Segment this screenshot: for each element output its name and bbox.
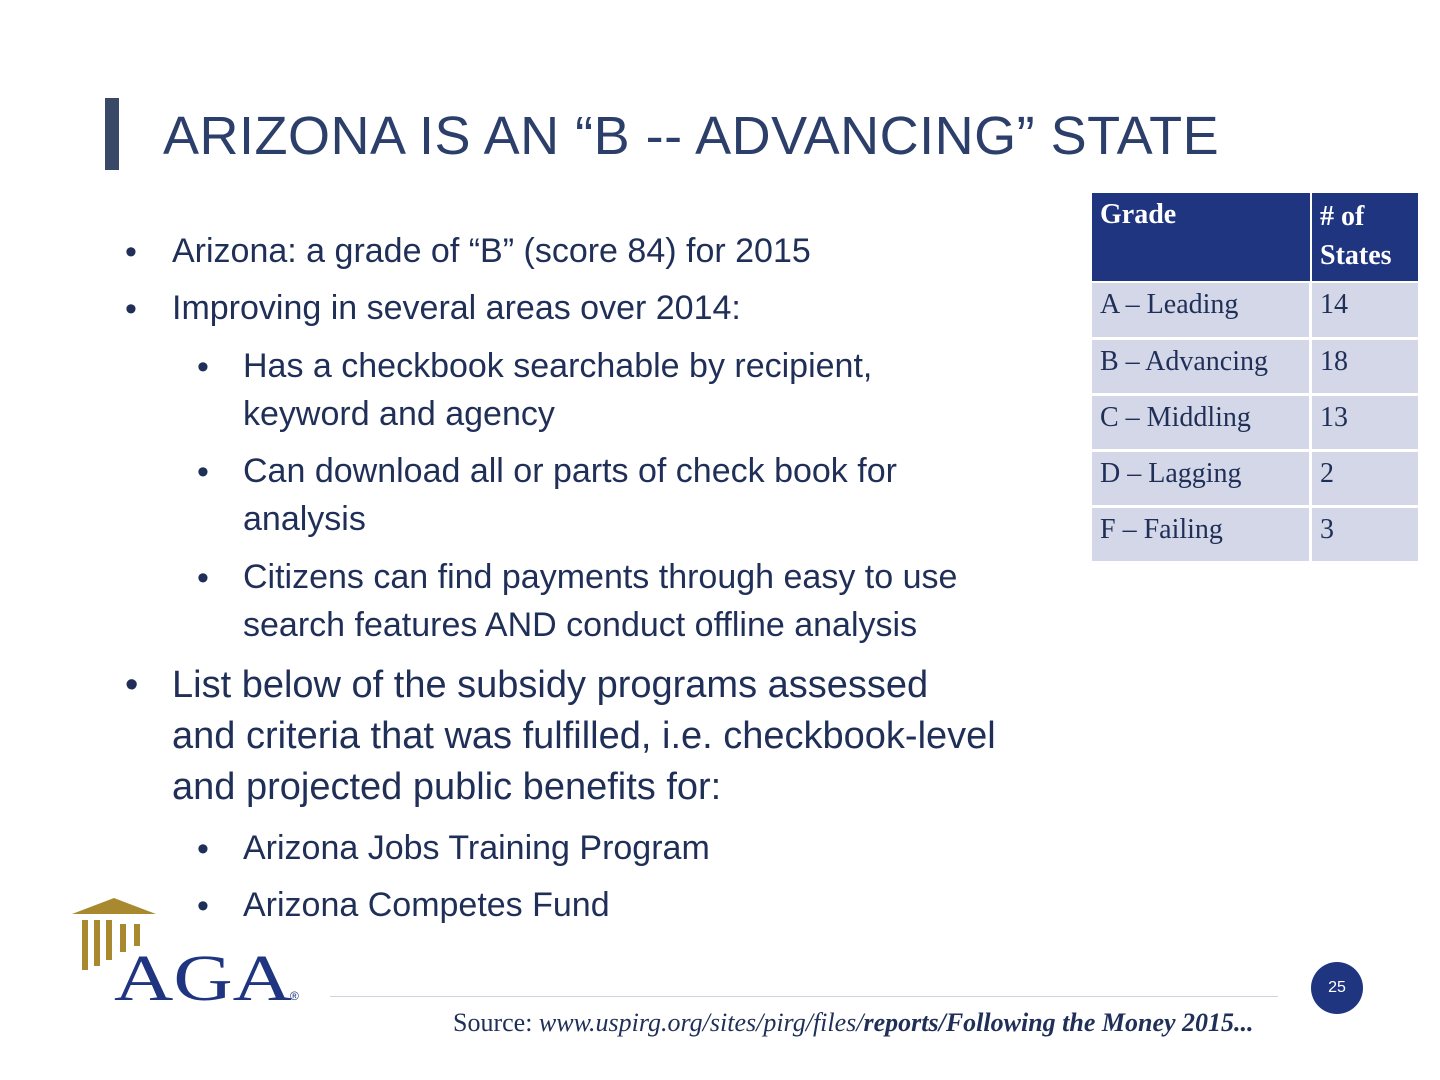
bullet-dot: • <box>125 233 137 271</box>
states-cell: 2 <box>1312 452 1418 508</box>
sub-bullet-dot: • <box>197 830 209 868</box>
slide-title: ARIZONA IS AN “B -- ADVANCING” STATE <box>163 106 1220 166</box>
logo-registered-mark: ® <box>290 989 299 1003</box>
sub-bullet-dot: • <box>197 887 209 925</box>
source-citation <box>453 1008 1254 1038</box>
program-1: Arizona Jobs Training Program <box>243 829 710 867</box>
table-row <box>1092 508 1418 564</box>
header-states <box>1312 193 1418 283</box>
source-url <box>539 1008 1254 1037</box>
sub-bullet-3-line-1: Citizens can find payments through easy to use <box>243 558 958 596</box>
logo-roof-icon <box>72 898 156 914</box>
logo-text: AGA <box>114 942 293 1007</box>
table-row <box>1092 340 1418 396</box>
sub-bullet-1-line-1: Has a checkbook searchable by recipient, <box>243 347 873 385</box>
bullet-dot: • <box>125 664 139 706</box>
states-cell: 3 <box>1312 508 1418 564</box>
sub-bullet-dot: • <box>197 348 209 386</box>
table-row <box>1092 396 1418 452</box>
page-number-badge: 25 <box>1311 962 1363 1014</box>
grade-cell: F – Failing <box>1092 508 1312 564</box>
grade-cell: C – Middling <box>1092 396 1312 452</box>
sub-bullet-dot: • <box>197 453 209 491</box>
bullet-3-line-1: List below of the subsidy programs assessed <box>172 664 929 706</box>
grade-cell: D – Lagging <box>1092 452 1312 508</box>
states-cell: 18 <box>1312 340 1418 396</box>
header-states-line-1: # of <box>1320 201 1365 232</box>
grade-cell: B – Advancing <box>1092 340 1312 396</box>
footer-divider <box>330 996 1278 997</box>
grade-table <box>1092 193 1418 564</box>
header-grade: Grade <box>1092 193 1312 283</box>
sub-bullet-dot: • <box>197 559 209 597</box>
source-url-bold: reports/Following the Money 2015... <box>863 1008 1254 1037</box>
bullet-3-line-3: and projected public benefits for: <box>172 766 722 808</box>
program-2: Arizona Competes Fund <box>243 886 610 924</box>
source-label: Source: <box>453 1008 533 1037</box>
aga-logo <box>68 892 303 1007</box>
grade-cell: A – Leading <box>1092 283 1312 340</box>
table-row <box>1092 283 1418 340</box>
sub-bullet-1-line-2: keyword and agency <box>243 395 555 433</box>
grade-table-header <box>1092 193 1418 283</box>
title-accent-bar <box>105 98 119 170</box>
bullet-3-line-2: and criteria that was fulfilled, i.e. checkbook-level <box>172 715 996 757</box>
states-cell: 13 <box>1312 396 1418 452</box>
sub-bullet-2-line-1: Can download all or parts of check book for <box>243 452 897 490</box>
sub-bullet-2-line-2: analysis <box>243 500 366 538</box>
source-url-plain: www.uspirg.org/sites/pirg/files/ <box>538 1008 864 1037</box>
bullet-2: Improving in several areas over 2014: <box>172 289 741 327</box>
sub-bullet-3-line-2: search features AND conduct offline analysis <box>243 606 918 644</box>
bullet-1: Arizona: a grade of “B” (score 84) for 2015 <box>172 232 811 270</box>
table-row <box>1092 452 1418 508</box>
bullet-dot: • <box>125 290 137 328</box>
states-cell: 14 <box>1312 283 1418 340</box>
header-states-line-2: States <box>1320 240 1392 271</box>
